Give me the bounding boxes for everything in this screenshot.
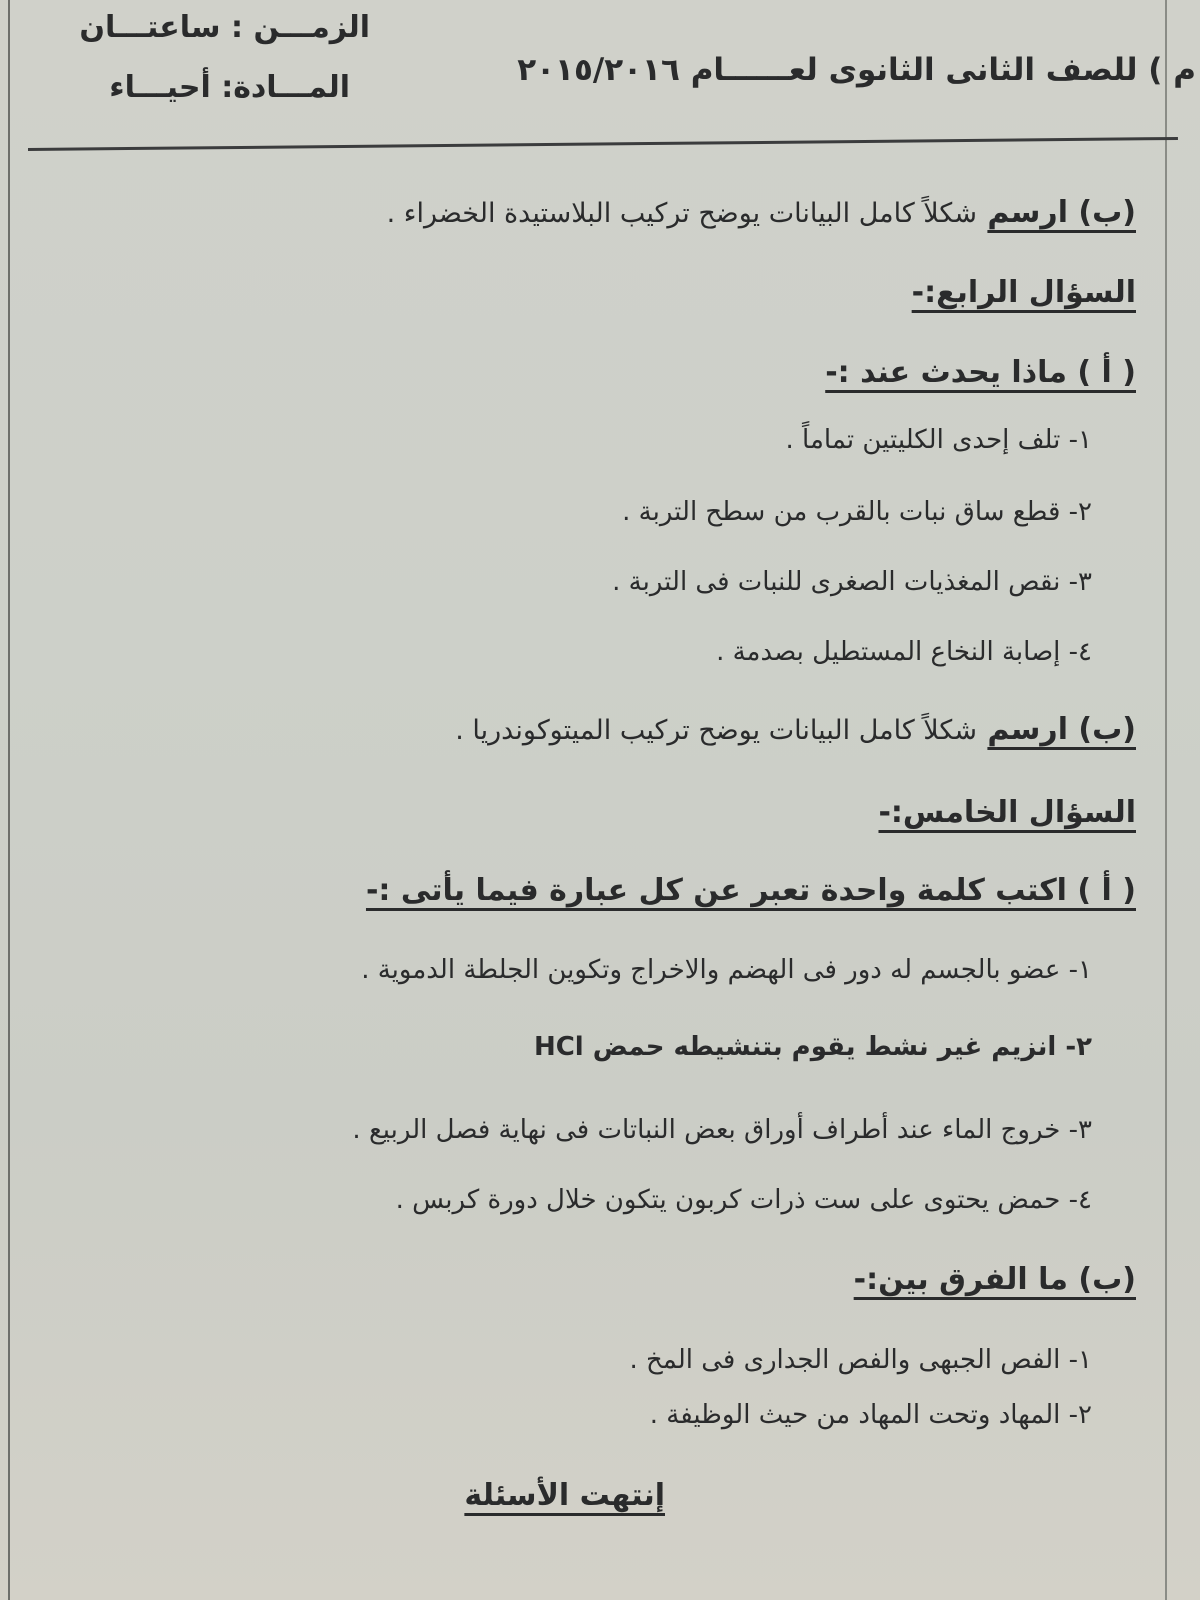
q5-part-a: ( أ ) اكتب كلمة واحدة تعبر عن كل عبارة فيما يأتى :- [365,873,1136,908]
q5-item-2: ٢- انزيم غير نشط يقوم بتنشيطه حمض HCl [533,1032,1092,1062]
q5-item-1: ١- عضو بالجسم له دور فى الهضم والاخراج وتكوين الجلطة الدموية . [361,955,1092,985]
left-margin-rule [8,0,10,1600]
q5-b-item-1: ١- الفص الجبهى والفص الجدارى فى المخ . [629,1345,1092,1375]
exam-end-note: إنتهت الأسئلة [464,1478,665,1513]
right-margin-rule [1165,0,1167,1600]
exam-time: الزمـــن : ساعتـــان [79,10,370,45]
q5-part-b: (ب) ما الفرق بين:- [853,1262,1136,1297]
q4-part-a: ( أ ) ماذا يحدث عند :- [825,355,1136,390]
q4-part-b-label: (ب) ارسم [987,712,1136,747]
q4-part-b [455,712,1136,747]
exam-subject: المـــادة: أحيـــاء [109,70,350,105]
q4-item-3: ٣- نقص المغذيات الصغرى للنبات فى التربة . [612,567,1092,597]
q3-part-b-label: (ب) ارسم [987,195,1136,230]
q3-part-b-text: شكلاً كامل البيانات يوضح تركيب البلاستيدة الخضراء . [386,198,977,229]
q4-item-1: ١- تلف إحدى الكليتين تماماً . [785,425,1092,455]
q4-part-b-text: شكلاً كامل البيانات يوضح تركيب الميتوكوندريا . [455,715,977,746]
q3-part-b [387,195,1136,230]
q5-item-3: ٣- خروج الماء عند أطراف أوراق بعض النباتات فى نهاية فصل الربيع . [352,1115,1092,1145]
q4-item-4: ٤- إصابة النخاع المستطيل بصدمة . [716,637,1092,667]
q5-item-4: ٤- حمض يحتوى على ست ذرات كربون يتكون خلال دورة كربس . [395,1185,1092,1215]
q4-item-2: ٢- قطع ساق نبات بالقرب من سطح التربة . [622,497,1092,527]
exam-grade-year: م ) للصف الثانى الثانوى لعــــــام ٢٠١٥/٢٠١٦ [517,52,1196,88]
q5-b-item-2: ٢- المهاد وتحت المهاد من حيث الوظيفة . [649,1400,1092,1430]
header-divider [28,137,1178,151]
q5-title: السؤال الخامس:- [878,795,1136,830]
q4-title: السؤال الرابع:- [911,275,1136,310]
